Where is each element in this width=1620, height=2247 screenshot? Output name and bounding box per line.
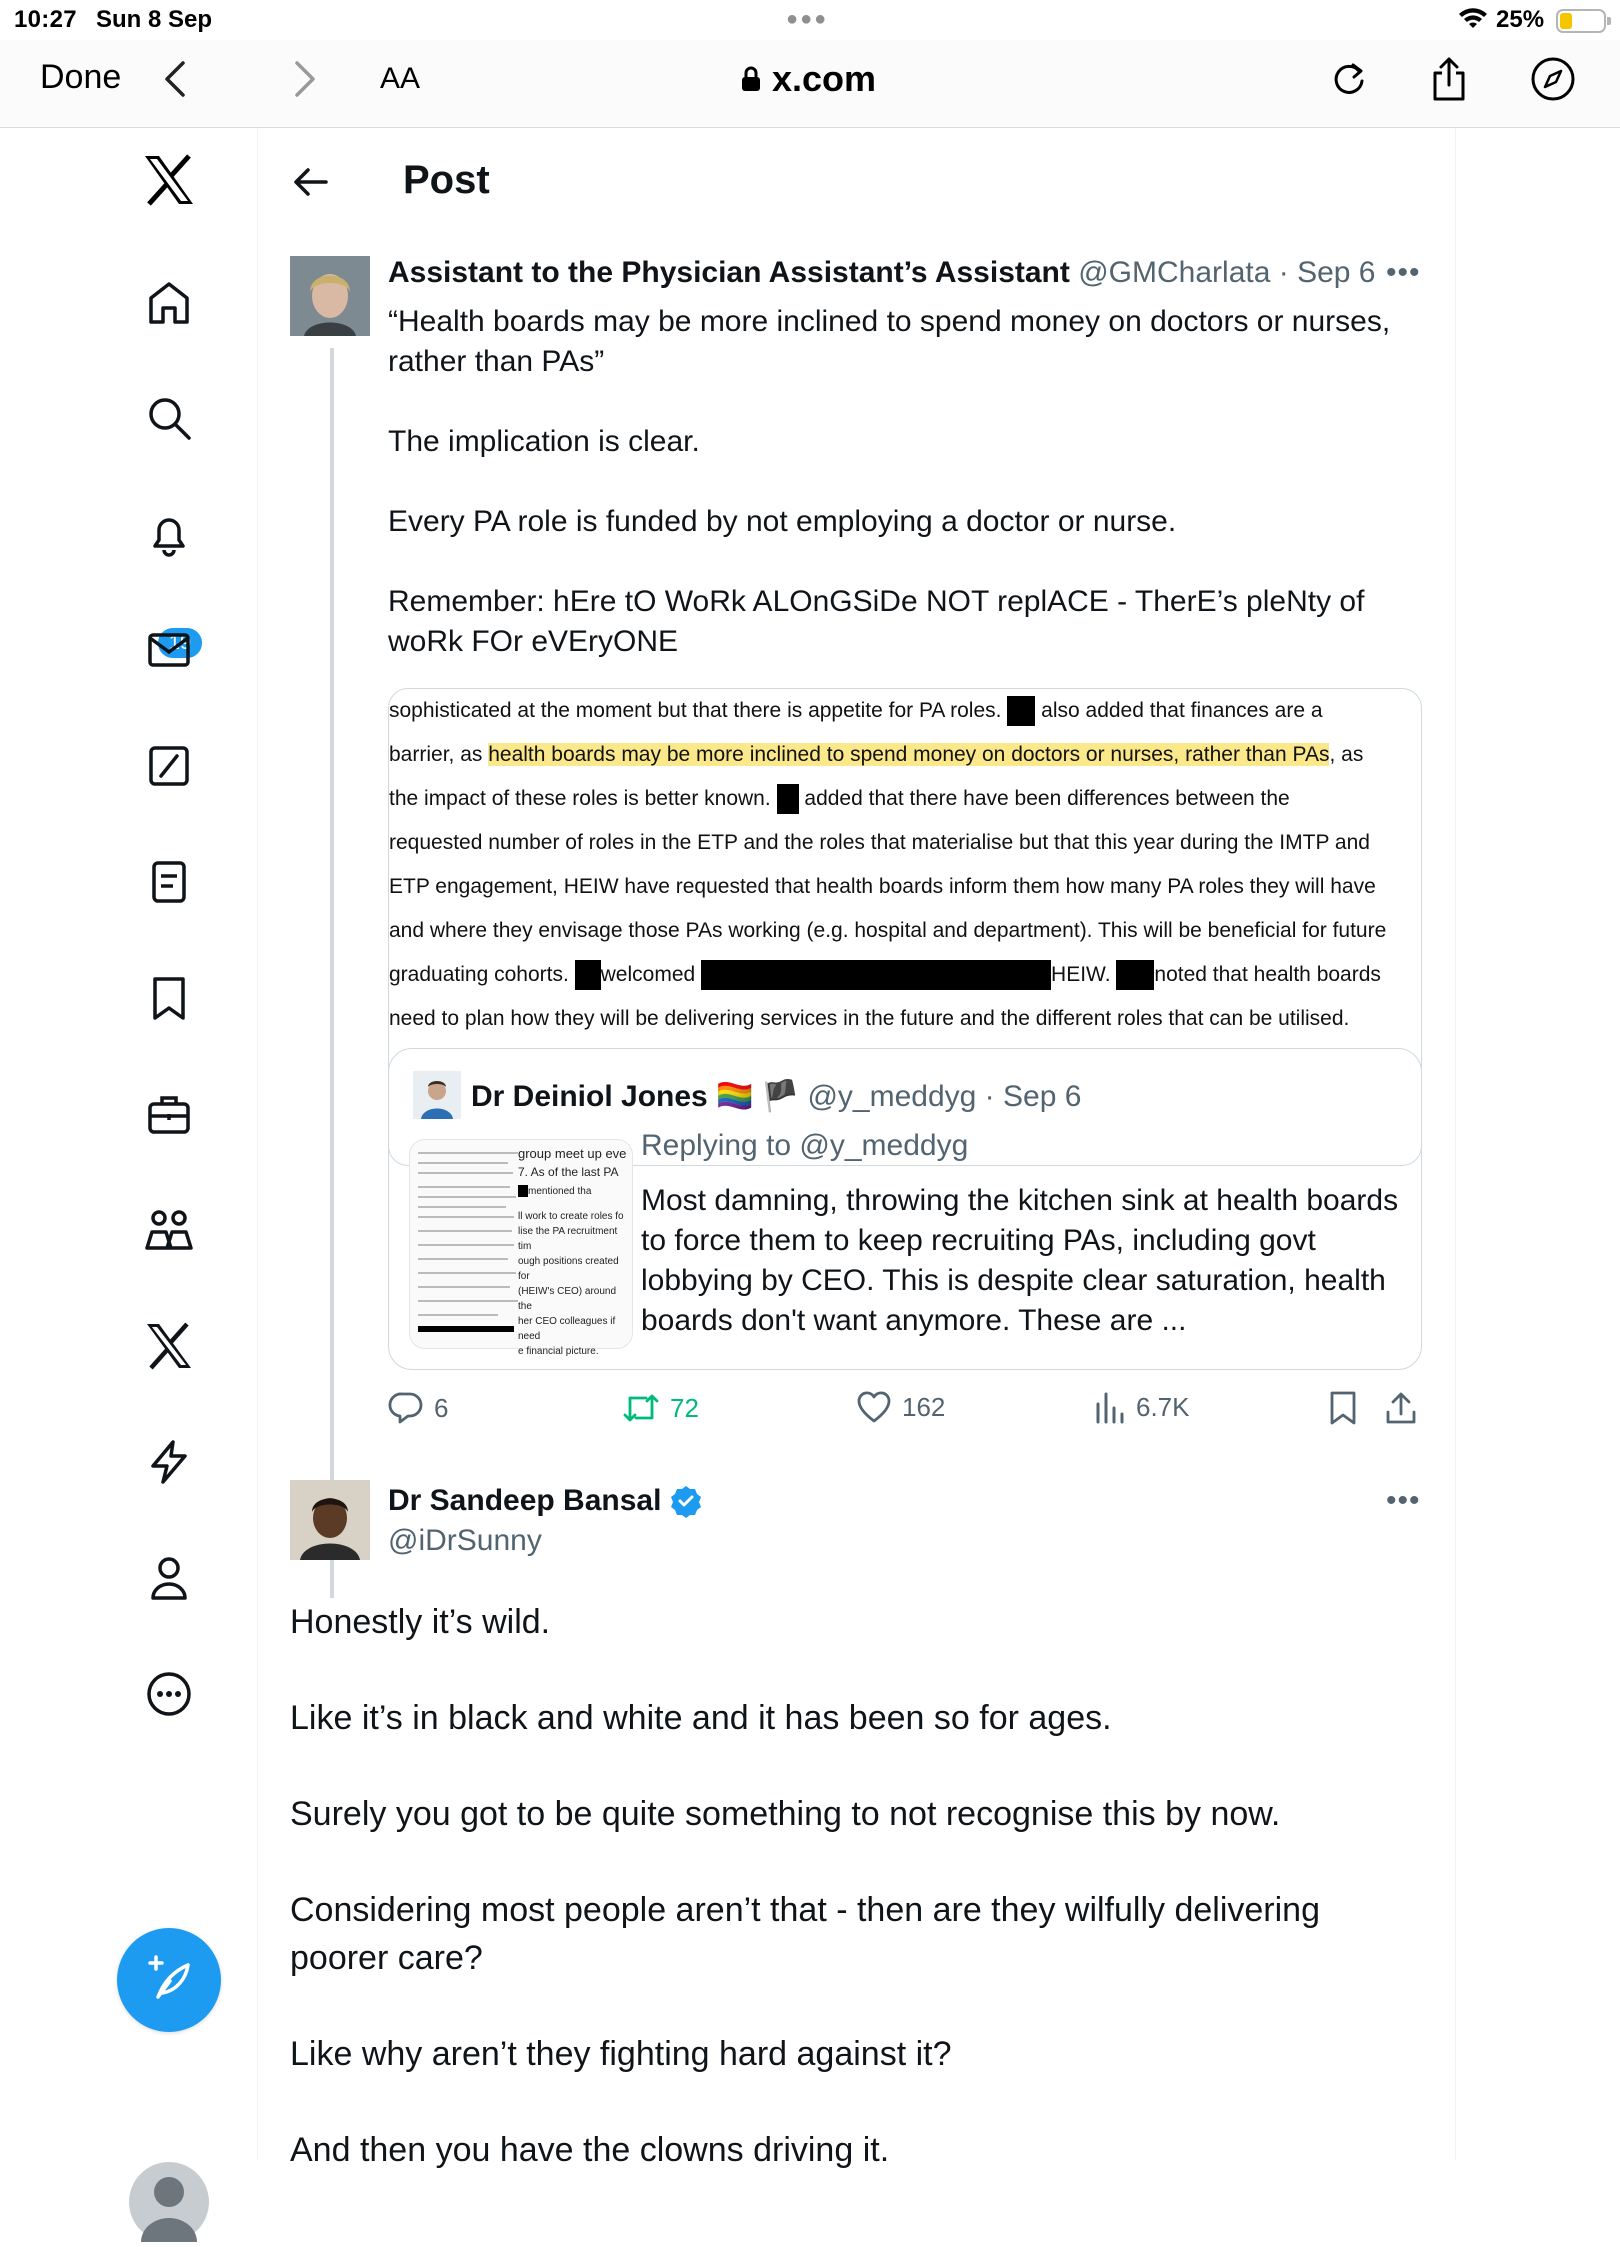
reload-icon[interactable] — [1324, 54, 1374, 104]
reply-author-handle[interactable]: @iDrSunny — [388, 1524, 542, 1557]
url-text: x.com — [772, 58, 877, 99]
status-date: Sun 8 Sep — [96, 6, 213, 33]
notifications-icon[interactable] — [139, 504, 199, 564]
more-icon[interactable] — [139, 1664, 199, 1724]
lists-icon[interactable] — [139, 852, 199, 912]
search-icon[interactable] — [139, 388, 199, 448]
quoted-author-handle: @y_meddyg — [807, 1080, 977, 1113]
reply-paragraph: Like why aren’t they fighting hard against it? — [290, 2035, 952, 2073]
bookmark-button[interactable] — [1328, 1390, 1358, 1426]
quoted-author-row — [471, 1079, 1081, 1114]
messages-icon[interactable] — [139, 620, 199, 680]
post-header — [258, 128, 1456, 234]
jobs-icon[interactable] — [139, 1084, 199, 1144]
back-icon[interactable] — [150, 54, 200, 104]
home-icon[interactable] — [139, 272, 199, 332]
quoted-post-text: Most damning, throwing the kitchen sink at health boards to force them to keep recruiting PAs, including govt lobbying by CEO. This is despite clear saturation, health boards don't want anymore. These are ... — [641, 1184, 1399, 1337]
more-options-icon[interactable]: ••• — [1386, 256, 1421, 289]
share-post-button[interactable] — [1384, 1390, 1418, 1426]
quoted-post[interactable] — [388, 1048, 1422, 1370]
left-nav — [0, 128, 258, 2160]
repost-count: 72 — [670, 1392, 699, 1423]
views-button[interactable] — [1094, 1390, 1190, 1424]
replying-to: Replying to @y_meddyg — [641, 1129, 969, 1162]
views-icon — [1094, 1390, 1126, 1424]
doc-line: ETP engagement, HEIW have requested that health boards inform them how many PA roles they will have — [389, 875, 1376, 898]
flag-emojis: 🏳️‍🌈 🏴 — [716, 1080, 800, 1113]
post-author-row — [388, 256, 1375, 290]
back-arrow-icon[interactable] — [290, 162, 330, 207]
doc-line: the impact of these roles is better known. added that there have been differences between the — [389, 777, 1423, 821]
doc-line: graduating cohorts. welcomed HEIW. noted that health boards — [389, 953, 1423, 997]
main-column — [258, 128, 1456, 2169]
browser-toolbar — [0, 40, 1620, 128]
x-logo-icon[interactable] — [139, 150, 199, 210]
heart-icon — [856, 1390, 892, 1424]
premium-icon[interactable] — [139, 1316, 199, 1376]
verified-orgs-icon[interactable] — [139, 1432, 199, 1492]
reply-icon — [388, 1390, 424, 1426]
doc-line: need to plan how they will be delivering services in the future and the different roles that can be utilised. — [389, 1007, 1350, 1030]
doc-line: barrier, as health boards may be more inclined to spend money on doctors or nurses, rather than PAs, as — [389, 743, 1364, 766]
post-text-line: Every PA role is funded by not employing a doctor or nurse. — [388, 505, 1177, 538]
text-size-button[interactable]: AA — [380, 62, 421, 95]
quoted-post-thumbnail: group meet up eve 7. As of the last PA mentioned tha ll work to create roles fo lise the PA recruitment tim ough positions created for (HEIW's CEO) around the her CEO colleagues if need e financial picture. — [409, 1139, 633, 1349]
bookmarks-icon[interactable] — [139, 968, 199, 1028]
view-count: 6.7K — [1136, 1391, 1190, 1422]
wifi-icon — [1458, 6, 1488, 39]
forward-icon[interactable] — [280, 54, 330, 104]
repost-icon — [622, 1390, 660, 1426]
author-avatar[interactable] — [290, 256, 370, 336]
like-button[interactable] — [856, 1390, 945, 1424]
verified-badge-icon — [669, 1484, 703, 1518]
battery-icon — [1556, 9, 1606, 33]
address-bar[interactable] — [740, 58, 876, 100]
bookmark-icon — [1328, 1390, 1358, 1426]
thread-connector — [330, 348, 334, 1598]
doc-line: sophisticated at the moment but that there is appetite for PA roles. also added that finances are a — [389, 689, 1423, 733]
post-text-line: The implication is clear. — [388, 425, 700, 458]
author-handle[interactable]: @GMCharlata — [1078, 256, 1271, 289]
repost-button[interactable] — [622, 1390, 699, 1426]
quoted-post-date: · Sep 6 — [984, 1080, 1082, 1113]
lock-icon — [740, 66, 762, 92]
reply-author-name[interactable]: Dr Sandeep Bansal — [388, 1484, 662, 1517]
post-text — [388, 302, 1428, 662]
reply-paragraph: And then you have the clowns driving it. — [290, 2131, 890, 2169]
share-icon[interactable] — [1424, 54, 1474, 104]
post-text-line: woRk FOr eVEryONE — [388, 625, 679, 658]
quoted-author-avatar — [413, 1071, 461, 1119]
reply-paragraph: Honestly it’s wild. — [290, 1603, 551, 1641]
reply-paragraph: Like it’s in black and white and it has been so for ages. — [290, 1699, 1112, 1737]
post-text-line: “Health boards may be more inclined to spend money on doctors or nurses, — [388, 305, 1391, 338]
reply-more-options-icon[interactable]: ••• — [1386, 1484, 1421, 1517]
grok-icon[interactable] — [139, 736, 199, 796]
reply-button[interactable] — [388, 1390, 448, 1426]
author-name[interactable]: Assistant to the Physician Assistant’s Assistant — [388, 256, 1070, 289]
post-date[interactable]: · Sep 6 — [1278, 256, 1376, 289]
reply-author-avatar[interactable] — [290, 1480, 370, 1560]
feather-plus-icon — [144, 1955, 194, 2005]
highlighted-quote: health boards may be more inclined to spend money on doctors or nurses, rather than PAs — [488, 743, 1330, 766]
status-bar — [0, 0, 1620, 40]
reply-paragraph: Considering most people aren’t that - then are they wilfully delivering poorer care? — [290, 1891, 1320, 1977]
account-avatar[interactable] — [129, 2162, 209, 2242]
page-title: Post — [403, 158, 490, 202]
reply-text — [290, 1598, 1420, 2222]
post-text-line: Remember: hEre tO WoRk ALOnGSiDe NOT replACE - TherE’s pleNty of — [388, 585, 1365, 618]
reply-author-row — [388, 1484, 703, 1518]
compose-post-button[interactable] — [117, 1928, 221, 2032]
profile-icon[interactable] — [139, 1548, 199, 1608]
notification-badge: 19 — [156, 626, 204, 660]
battery-percent: 25% — [1496, 6, 1545, 33]
reply-count: 6 — [434, 1392, 449, 1423]
doc-line: and where they envisage those PAs working (e.g. hospital and department). This will be beneficial for future — [389, 919, 1387, 942]
post-actions — [388, 1390, 1422, 1440]
done-button[interactable]: Done — [40, 58, 122, 96]
compass-icon[interactable] — [1528, 54, 1578, 104]
communities-icon[interactable] — [139, 1200, 199, 1260]
like-count: 162 — [902, 1391, 946, 1422]
post-text-line: rather than PAs” — [388, 345, 605, 378]
multitasking-dots-icon[interactable]: ●●● — [786, 8, 829, 30]
status-time: 10:27 — [14, 6, 77, 33]
quoted-author-name: Dr Deiniol Jones — [471, 1080, 708, 1113]
reply-paragraph: Surely you got to be quite something to not recognise this by now. — [290, 1795, 1281, 1833]
doc-line: requested number of roles in the ETP and the roles that materialise but that this year during the IMTP and — [389, 831, 1370, 854]
share-post-icon — [1384, 1390, 1418, 1426]
